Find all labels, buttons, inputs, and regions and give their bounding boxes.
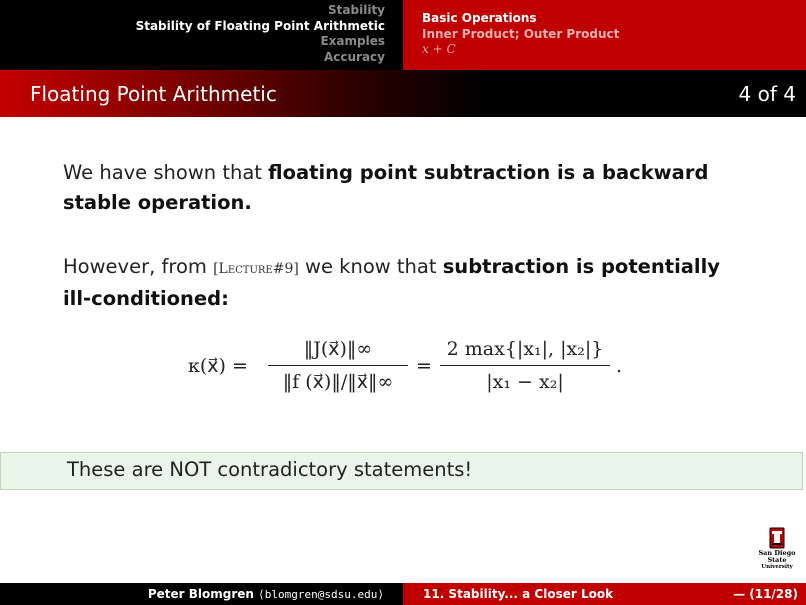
nav-section-examples[interactable]: Examples: [320, 34, 385, 48]
paragraph-backward-stable: [63, 158, 753, 218]
callout-text: These are NOT contradictory statements!: [67, 458, 473, 481]
fraction-subtraction-denominator: |x₁ − x₂|: [486, 371, 564, 393]
p1-emphasis: floating point subtraction is a backward stable operation.: [63, 161, 709, 214]
subsection-nav: [403, 0, 806, 70]
p1-text: We have shown that: [63, 161, 269, 184]
author-name: Peter Blomgren: [147, 587, 254, 601]
fraction-subtraction: [440, 335, 610, 396]
equals-sign: =: [416, 355, 432, 377]
logo-line-1: San Diego State: [758, 549, 796, 564]
p2-text: However, from: [63, 255, 214, 278]
section-nav: [0, 0, 403, 70]
equation-period: .: [616, 355, 623, 377]
p2-emphasis: subtraction is potentially ill-conditioned:: [63, 255, 720, 310]
footer-bar: [0, 583, 806, 605]
fraction-jacobian-denominator: ‖f (x⃗)‖/‖x⃗‖∞: [282, 371, 394, 393]
nav-subsection-basic-operations[interactable]: Basic Operations: [422, 11, 537, 25]
fraction-jacobian-numerator: ‖J(x⃗)‖∞: [303, 338, 373, 360]
footer-lecture-title[interactable]: 11. Stability... a Closer Look: [423, 587, 614, 601]
fraction-subtraction-numerator: 2 max{|x₁|, |x₂|}: [446, 338, 604, 360]
footer-author-section: [0, 583, 403, 605]
nav-section-accuracy[interactable]: Accuracy: [323, 49, 385, 64]
nav-section-stability-floating-point[interactable]: Stability of Floating Point Arithmetic: [135, 18, 385, 33]
sdsu-seal-icon: [769, 527, 785, 549]
lecture-citation[interactable]: [Lecture#9]: [213, 261, 299, 277]
nav-subsection-x-plus-c[interactable]: x + C: [422, 42, 456, 56]
logo-line-2: University: [761, 564, 793, 570]
frame-counter: 4 of 4: [738, 82, 796, 106]
author-email: ⟨blomgren@sdsu.edu⟩: [258, 588, 384, 601]
paragraph-ill-conditioned: [63, 252, 753, 314]
nav-section-stability[interactable]: Stability: [328, 3, 385, 17]
p2-text-mid: we know that: [298, 255, 443, 278]
callout-box: [0, 452, 803, 490]
fraction-bar: [268, 365, 408, 366]
frame-title-bar: [0, 70, 806, 117]
equation-lhs: κ(x⃗) =: [188, 355, 248, 377]
fraction-bar: [440, 365, 610, 366]
sdsu-logo: [748, 527, 806, 570]
footer-page-number: — (11/28): [733, 587, 798, 601]
frame-title: Floating Point Arithmetic: [30, 82, 277, 106]
footer-lecture-section: [403, 583, 806, 605]
nav-subsection-inner-outer-product[interactable]: Inner Product; Outer Product: [422, 26, 620, 41]
footer-author[interactable]: [148, 587, 384, 601]
top-navigation: [0, 0, 806, 70]
fraction-jacobian: [268, 335, 408, 396]
